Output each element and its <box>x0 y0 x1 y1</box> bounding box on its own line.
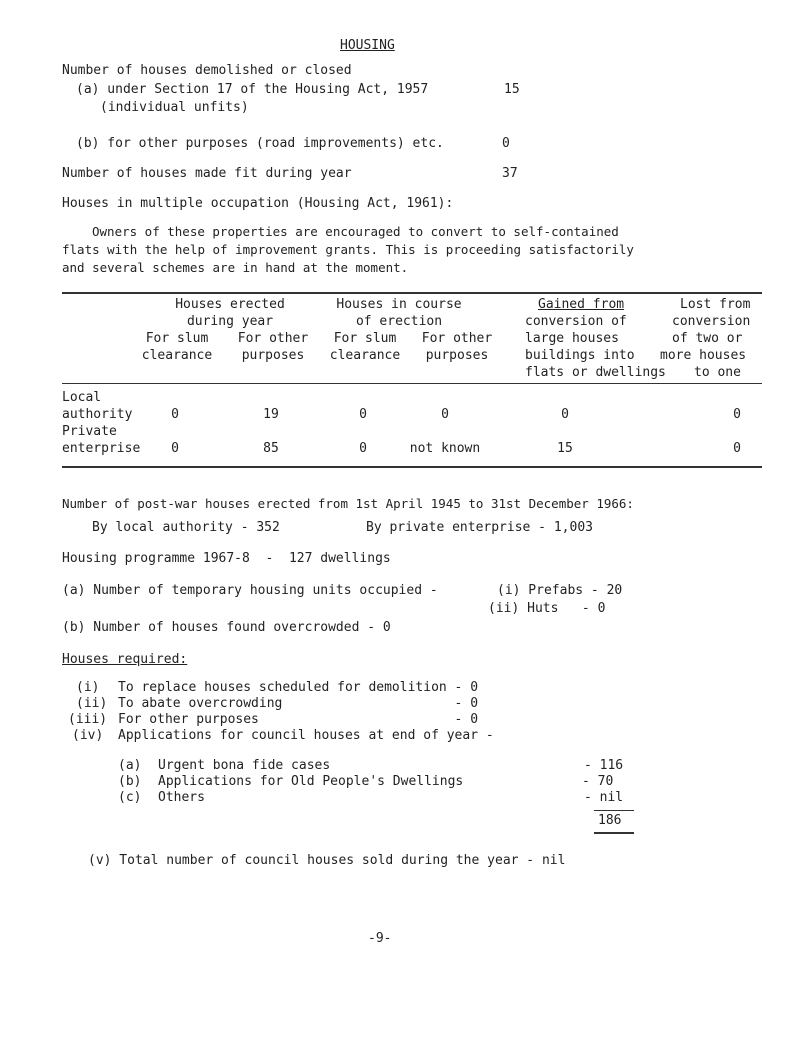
required-heading: Houses required: <box>62 652 188 667</box>
demolished-b-line: (b) for other purposes (road improvements) etc. <box>76 136 444 151</box>
post-war-private: By private enterprise - 1,003 <box>366 520 593 535</box>
demolished-a-note: (individual unfits) <box>100 100 249 115</box>
row-label-local-2: authority <box>62 407 133 422</box>
sub-item-text: Others <box>158 790 205 805</box>
sub-header-1b: clearance <box>141 348 213 363</box>
temporary-ii: (ii) Huts - 0 <box>488 601 606 616</box>
row-label-private-2: enterprise <box>62 441 141 456</box>
sub-header-3b: clearance <box>329 348 401 363</box>
multiple-occupation-para-2: flats with the help of improvement grants. This is proceeding satisfactorily <box>62 242 634 257</box>
council-houses-sold: (v) Total number of council houses sold during the year - nil <box>88 853 566 868</box>
post-war-local: By local authority - 352 <box>92 520 280 535</box>
demolished-a-line: (a) under Section 17 of the Housing Act, 1957 <box>76 82 429 97</box>
sub-item-text: Urgent bona fide cases <box>158 758 331 773</box>
page-title: HOUSING <box>340 38 395 53</box>
temporary-a-label: (a) Number of temporary housing units occupied - <box>62 583 438 598</box>
table-top-rule <box>62 292 762 294</box>
group-header-course-2: of erection <box>355 314 443 329</box>
table-cell: 15 <box>557 441 573 456</box>
sub-item-num: (a) <box>118 758 142 773</box>
lost-header-4: more houses <box>660 348 747 363</box>
required-item-text: Applications for council houses at end of year - <box>118 728 494 743</box>
required-item-num: (ii) <box>76 696 108 711</box>
temporary-i: (i) Prefabs - 20 <box>497 583 623 598</box>
demolished-b-value: 0 <box>502 136 510 151</box>
temporary-b-label: (b) Number of houses found overcrowded - 0 <box>62 620 391 635</box>
required-item-num: (iii) <box>68 712 108 727</box>
group-header-course-1: Houses in course <box>336 297 462 312</box>
gained-header-1: Gained from <box>538 297 625 312</box>
gained-header-5: flats or dwellings <box>525 365 666 380</box>
table-cell: 0 <box>359 441 367 456</box>
table-cell: 0 <box>733 441 741 456</box>
required-item-text: For other purposes - 0 <box>118 712 479 727</box>
required-item-text: To abate overcrowding - 0 <box>118 696 479 711</box>
row-label-private-1: Private <box>62 424 117 439</box>
table-cell: 0 <box>359 407 367 422</box>
sub-header-1a: For slum <box>145 331 209 346</box>
row-label-local-1: Local <box>62 390 102 405</box>
sub-item-value: - 70 <box>582 774 614 789</box>
total-rule-top <box>594 810 634 811</box>
demolished-a-value: 15 <box>504 82 520 97</box>
sub-header-3a: For slum <box>333 331 397 346</box>
lost-header-2: conversion <box>672 314 751 329</box>
sub-item-text: Applications for Old People's Dwellings <box>158 774 464 789</box>
sub-item-num: (c) <box>118 790 142 805</box>
table-cell: 0 <box>171 441 179 456</box>
table-cell: 0 <box>441 407 449 422</box>
table-cell: 85 <box>263 441 279 456</box>
gained-header-4: buildings into <box>525 348 635 363</box>
sub-item-value: - nil <box>584 790 624 805</box>
table-cell: 0 <box>561 407 569 422</box>
sub-header-4a: For other <box>421 331 493 346</box>
sub-header-2b: purposes <box>241 348 305 363</box>
gained-header-3: large houses <box>525 331 619 346</box>
sub-item-num: (b) <box>118 774 142 789</box>
post-war-line: Number of post-war houses erected from 1st April 1945 to 31st December 1966: <box>62 496 634 511</box>
required-total: 186 <box>598 813 622 828</box>
made-fit-value: 37 <box>502 166 518 181</box>
table-cell: 0 <box>171 407 179 422</box>
required-item-num: (i) <box>76 680 100 695</box>
table-cell: 0 <box>733 407 741 422</box>
gained-header-2: conversion of <box>525 314 627 329</box>
table-bottom-rule <box>62 466 762 468</box>
lost-header-1: Lost from <box>680 297 751 312</box>
required-item-num: (iv) <box>72 728 104 743</box>
sub-header-4b: purposes <box>425 348 489 363</box>
multiple-occupation-para-1: Owners of these properties are encouraged to convert to self-contained <box>92 224 619 239</box>
demolished-heading: Number of houses demolished or closed <box>62 63 352 78</box>
table-header-rule <box>62 383 762 384</box>
table-cell: 19 <box>263 407 279 422</box>
lost-header-5: to one <box>694 365 741 380</box>
page-number: -9- <box>368 931 392 946</box>
multiple-occupation-para-3: and several schemes are in hand at the moment. <box>62 260 409 275</box>
multiple-occupation-heading: Houses in multiple occupation (Housing Act, 1961): <box>62 196 454 211</box>
made-fit-label: Number of houses made fit during year <box>62 166 352 181</box>
housing-programme: Housing programme 1967-8 - 127 dwellings <box>62 551 391 566</box>
group-header-erected-2: during year <box>186 314 274 329</box>
lost-header-3: of two or <box>672 331 743 346</box>
sub-item-value: - 116 <box>584 758 624 773</box>
total-rule-bottom <box>594 832 634 834</box>
sub-header-2a: For other <box>237 331 309 346</box>
required-item-text: To replace houses scheduled for demolition - 0 <box>118 680 479 695</box>
table-cell: not known <box>409 441 481 456</box>
group-header-erected-1: Houses erected <box>175 297 285 312</box>
